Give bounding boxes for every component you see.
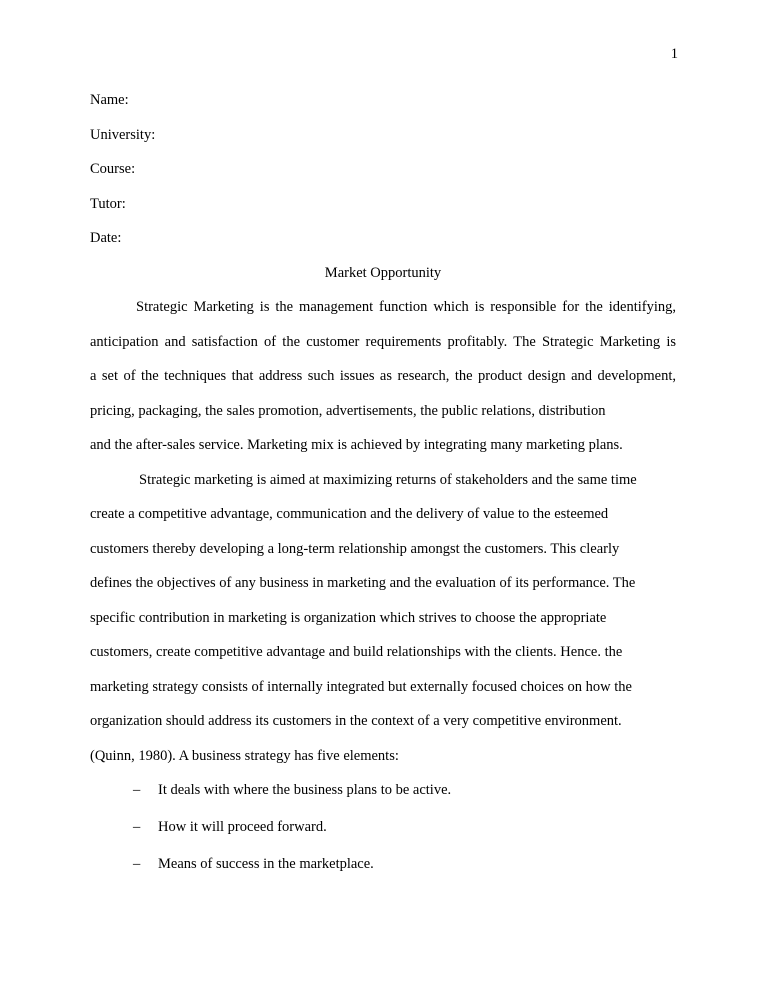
paragraph-line: and the after-sales service. Marketing mix is achieved by integrating many marketing plans.	[90, 437, 623, 453]
paragraph-line: marketing strategy consists of internally integrated but externally focused choices on how the	[90, 678, 632, 695]
document-body	[90, 90, 676, 891]
name-label: Name:	[90, 92, 129, 108]
paragraph-line: anticipation and satisfaction of the customer requirements profitably. The Strategic Marketing is	[90, 333, 676, 350]
paragraph-line: specific contribution in marketing is organization which strives to choose the appropriate	[90, 609, 607, 626]
list-item-text: It deals with where the business plans to be active.	[158, 782, 452, 798]
paragraph-line: pricing, packaging, the sales promotion, advertisements, the public relations, distribution	[90, 402, 606, 419]
course-label: Course:	[90, 161, 136, 177]
paragraph-line: defines the objectives of any business in marketing and the evaluation of its performance. The	[90, 575, 636, 591]
paragraph-2	[90, 470, 676, 781]
paragraph-line: a set of the techniques that address such issues as research, the product design and development,	[90, 368, 676, 384]
paragraph-line: organization should address its customers in the context of a very competitive environment.	[90, 713, 622, 729]
list-item-text: Means of success in the marketplace.	[158, 856, 374, 872]
dash-bullet-marker: –	[133, 782, 141, 798]
list-item	[90, 817, 676, 854]
list-item	[90, 854, 676, 891]
document-title: Market Opportunity	[324, 264, 442, 281]
paragraph-line: (Quinn, 1980). A business strategy has five elements:	[90, 747, 399, 764]
university-label: University:	[90, 126, 156, 143]
paragraph-line: Strategic marketing is aimed at maximizing returns of stakeholders and the same time	[139, 471, 637, 488]
dash-bullet-marker: –	[133, 856, 141, 872]
dash-bullet-marker: –	[133, 819, 141, 835]
header-block	[90, 90, 676, 263]
paragraph-1	[90, 297, 676, 470]
list-item	[90, 780, 676, 817]
paragraph-line: create a competitive advantage, communication and the delivery of value to the esteemed	[90, 506, 609, 522]
list-item-text: How it will proceed forward.	[158, 819, 327, 835]
paragraph-line: customers thereby developing a long-term relationship amongst the customers. This clearly	[90, 540, 620, 557]
bullet-list	[90, 780, 676, 891]
tutor-label: Tutor:	[90, 195, 126, 212]
paragraph-line: Strategic Marketing is the management function which is responsible for the identifying,	[136, 299, 676, 315]
page-number: 1	[670, 46, 678, 62]
paragraph-line: customers, create competitive advantage and build relationships with the clients. Hence. the	[90, 644, 623, 660]
date-label: Date:	[90, 230, 122, 246]
